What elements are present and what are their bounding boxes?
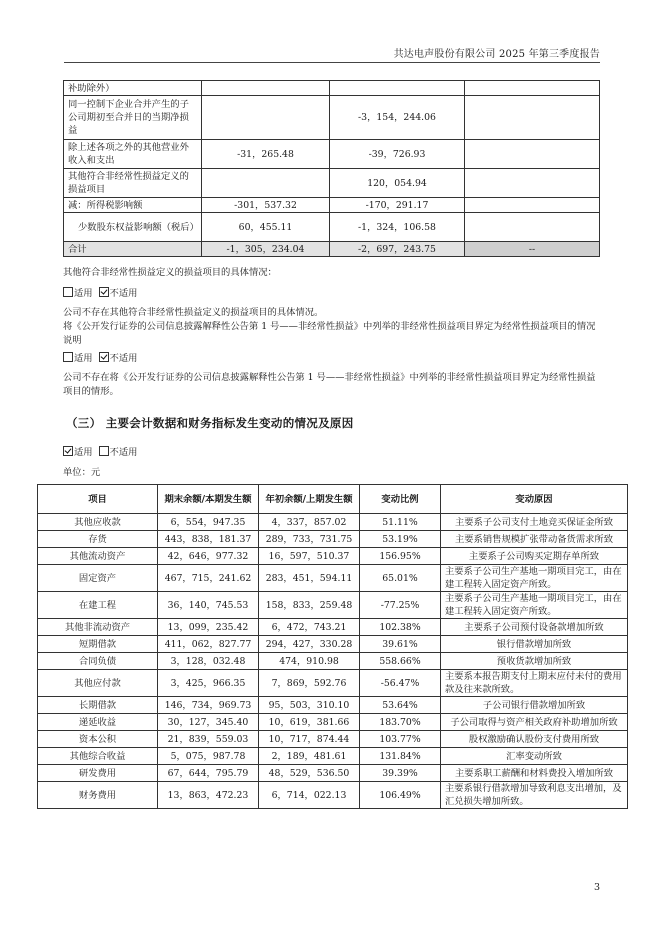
checkbox-applicable[interactable]	[63, 352, 73, 362]
cell-current	[202, 96, 330, 140]
cell-note	[465, 213, 600, 242]
row-label: 除上述各项之外的其他营业外收入和支出	[64, 140, 202, 169]
cell-end-balance: 3，128，032.48	[158, 653, 259, 670]
table-row	[38, 714, 628, 731]
cell-begin-balance: 283，451，594.11	[259, 565, 360, 592]
cell-end-balance: 42，646，977.32	[158, 548, 259, 565]
cell-end-balance: 13，099，235.42	[158, 619, 259, 636]
table-row	[38, 782, 628, 809]
cell-change-reason: 股权激励确认股份支付费用所致	[441, 731, 628, 748]
row-label: 减：所得税影响额	[64, 198, 202, 213]
cell-change-ratio: 53.64%	[360, 697, 441, 714]
cell-change-reason: 主要系子公司生产基地一期项目完工，由在建工程转入固定资产所致。	[441, 565, 628, 592]
cell-item: 合同负债	[38, 653, 158, 670]
cell-end-balance: 30，127，345.40	[158, 714, 259, 731]
cell-change-ratio: 65.01%	[360, 565, 441, 592]
cell-item: 其他综合收益	[38, 748, 158, 765]
cell-begin-balance: 7，869，592.76	[259, 670, 360, 697]
cell-item: 递延收益	[38, 714, 158, 731]
table-row	[64, 96, 600, 140]
cell-ytd: 120，054.94	[330, 169, 465, 198]
cell-current: 60，455.11	[202, 213, 330, 242]
option-label: 适用	[74, 288, 93, 299]
cell-ytd: -3，154，244.06	[330, 96, 465, 140]
checkbox-not-applicable[interactable]	[99, 446, 109, 456]
cell-end-balance: 13，863，472.23	[158, 782, 259, 809]
cell-change-ratio: 51.11%	[360, 514, 441, 531]
table-total-row	[64, 242, 600, 257]
cell-begin-balance: 10，717，874.44	[259, 731, 360, 748]
table-row	[64, 198, 600, 213]
cell-change-ratio: 39.39%	[360, 765, 441, 782]
cell-change-reason: 预收货款增加所致	[441, 653, 628, 670]
col-header-begin: 年初余额/上期发生额	[259, 485, 360, 514]
section-title: （三） 主要会计数据和财务指标发生变动的情况及原因	[66, 416, 354, 430]
cell-ytd: -170，291.17	[330, 198, 465, 213]
row-label: 少数股东权益影响额（税后）	[64, 213, 202, 242]
table-row	[38, 565, 628, 592]
table-row	[64, 213, 600, 242]
cell-begin-balance: 294，427，330.28	[259, 636, 360, 653]
table-header-row	[38, 485, 628, 514]
cell-change-ratio: 106.49%	[360, 782, 441, 809]
cell-current: -301，537.32	[202, 198, 330, 213]
table-row	[64, 81, 600, 96]
table-row	[38, 514, 628, 531]
cell-change-ratio: 103.77%	[360, 731, 441, 748]
table-row	[38, 697, 628, 714]
statement-paragraph: 公司不存在其他符合非经常性损益定义的损益项目的具体情况。	[63, 307, 324, 318]
table-row	[38, 636, 628, 653]
cell-item: 其他应付款	[38, 670, 158, 697]
cell-item: 存货	[38, 531, 158, 548]
header-rule	[64, 62, 600, 63]
checkbox-applicable[interactable]	[63, 287, 73, 297]
row-label: 同一控制下企业合并产生的子公司期初至合并日的当期净损益	[64, 96, 202, 140]
cell-change-reason: 子公司银行借款增加所致	[441, 697, 628, 714]
cell-change-ratio: 102.38%	[360, 619, 441, 636]
row-label: 补助除外）	[64, 81, 202, 96]
cell-end-balance: 411，062，827.77	[158, 636, 259, 653]
cell-change-reason: 主要系子公司生产基地一期项目完工，由在建工程转入固定资产所致。	[441, 592, 628, 619]
option-label: 适用	[74, 353, 93, 364]
checkbox-not-applicable[interactable]	[99, 287, 109, 297]
cell-end-balance: 21，839，559.03	[158, 731, 259, 748]
cell-item: 财务费用	[38, 782, 158, 809]
cell-begin-balance: 16，597，510.37	[259, 548, 360, 565]
non-recurring-gains-table	[63, 80, 600, 257]
cell-item: 其他非流动资产	[38, 619, 158, 636]
applicability-options-3	[63, 446, 603, 460]
cell-change-ratio: 39.61%	[360, 636, 441, 653]
cell-begin-balance: 2，189，481.61	[259, 748, 360, 765]
option-label: 适用	[74, 447, 93, 458]
cell-item: 其他流动资产	[38, 548, 158, 565]
cell-note	[465, 198, 600, 213]
cell-change-reason: 主要系银行借款增加导致利息支出增加，及汇兑损失增加所致。	[441, 782, 628, 809]
cell-begin-balance: 48，529，536.50	[259, 765, 360, 782]
cell-item: 在建工程	[38, 592, 158, 619]
cell-note: --	[465, 242, 600, 257]
cell-ytd: -39，726.93	[330, 140, 465, 169]
cell-end-balance: 5，075，987.78	[158, 748, 259, 765]
unit-label: 单位：元	[63, 467, 101, 478]
cell-end-balance: 3，425，966.35	[158, 670, 259, 697]
cell-ytd: -1，324，106.58	[330, 213, 465, 242]
statement-paragraph: 公司不存在将《公开发行证券的公司信息披露解释性公告第 1 号——非经常性损益》中列举的非经常性损益项目界定为经常性损益项目的情形。	[63, 372, 596, 397]
cell-change-ratio: -56.47%	[360, 670, 441, 697]
cell-note	[465, 96, 600, 140]
cell-begin-balance: 4，337，857.02	[259, 514, 360, 531]
table-row	[38, 531, 628, 548]
cell-change-reason: 银行借款增加所致	[441, 636, 628, 653]
cell-begin-balance: 6，472，743.21	[259, 619, 360, 636]
cell-end-balance: 67，644，795.79	[158, 765, 259, 782]
cell-end-balance: 467，715，241.62	[158, 565, 259, 592]
option-label: 不适用	[109, 353, 138, 364]
option-label: 不适用	[109, 447, 138, 458]
cell-change-reason: 主要系职工薪酬和材料费投入增加所致	[441, 765, 628, 782]
cell-change-ratio: -77.25%	[360, 592, 441, 619]
cell-current: -31，265.48	[202, 140, 330, 169]
cell-change-reason: 子公司取得与资产相关政府补助增加所致	[441, 714, 628, 731]
cell-change-reason: 主要系子公司支付土地竞买保证金所致	[441, 514, 628, 531]
table-row	[38, 592, 628, 619]
cell-begin-balance: 158，833，259.48	[259, 592, 360, 619]
cell-change-reason: 主要系销售规模扩张带动备货需求所致	[441, 531, 628, 548]
cell-begin-balance: 10，619，381.66	[259, 714, 360, 731]
cell-begin-balance: 474，910.98	[259, 653, 360, 670]
col-header-reason: 变动原因	[441, 485, 628, 514]
cell-change-ratio: 131.84%	[360, 748, 441, 765]
col-header-ratio: 变动比例	[360, 485, 441, 514]
cell-change-ratio: 53.19%	[360, 531, 441, 548]
option-label: 不适用	[109, 288, 138, 299]
cell-item: 其他应收款	[38, 514, 158, 531]
cell-change-reason: 主要系子公司预付设备款增加所致	[441, 619, 628, 636]
cell-note	[465, 169, 600, 198]
cell-begin-balance: 95，503，310.10	[259, 697, 360, 714]
cell-ytd	[330, 81, 465, 96]
cell-change-reason: 汇率变动所致	[441, 748, 628, 765]
table-row	[38, 548, 628, 565]
table-row	[38, 653, 628, 670]
cell-change-ratio: 156.95%	[360, 548, 441, 565]
table-row	[38, 748, 628, 765]
cell-note	[465, 140, 600, 169]
applicability-options-2	[63, 352, 603, 366]
table-row	[38, 731, 628, 748]
cell-note	[465, 81, 600, 96]
cell-change-ratio: 183.70%	[360, 714, 441, 731]
col-header-end: 期末余额/本期发生额	[158, 485, 259, 514]
table-row	[64, 140, 600, 169]
table-row	[38, 765, 628, 782]
row-label: 其他符合非经常性损益定义的损益项目	[64, 169, 202, 198]
cell-change-ratio: 558.66%	[360, 653, 441, 670]
detail-heading: 其他符合非经常性损益定义的损益项目的具体情况：	[63, 267, 277, 278]
applicability-options-1	[63, 287, 603, 301]
explanation-paragraph: 将《公开发行证券的公司信息披露解释性公告第 1 号——非经常性损益》中列举的非经常性损益项目界定为经常性损益项目的情况说明	[63, 321, 596, 346]
cell-item: 研发费用	[38, 765, 158, 782]
cell-item: 长期借款	[38, 697, 158, 714]
cell-item: 短期借款	[38, 636, 158, 653]
checkbox-applicable[interactable]	[63, 446, 73, 456]
cell-change-reason: 主要系子公司购买定期存单所致	[441, 548, 628, 565]
table-row	[38, 619, 628, 636]
col-header-item: 项目	[38, 485, 158, 514]
cell-end-balance: 146，734，969.73	[158, 697, 259, 714]
cell-ytd: -2，697，243.75	[330, 242, 465, 257]
financial-changes-table	[37, 484, 628, 809]
cell-begin-balance: 289，733，731.75	[259, 531, 360, 548]
checkbox-not-applicable[interactable]	[99, 352, 109, 362]
page-number: 3	[593, 882, 600, 893]
table-row	[38, 670, 628, 697]
cell-change-reason: 主要系本报告期支付上期末应付未付的费用款及往来款所致。	[441, 670, 628, 697]
cell-end-balance: 6，554，947.35	[158, 514, 259, 531]
cell-item: 固定资产	[38, 565, 158, 592]
cell-item: 资本公积	[38, 731, 158, 748]
table-row	[64, 169, 600, 198]
cell-current: -1，305，234.04	[202, 242, 330, 257]
cell-end-balance: 36，140，745.53	[158, 592, 259, 619]
report-header-title: 共达电声股份有限公司 2025 年第三季度报告	[393, 49, 600, 60]
cell-end-balance: 443，838，181.37	[158, 531, 259, 548]
cell-current	[202, 169, 330, 198]
row-label: 合计	[64, 242, 202, 257]
cell-begin-balance: 6，714，022.13	[259, 782, 360, 809]
cell-current	[202, 81, 330, 96]
